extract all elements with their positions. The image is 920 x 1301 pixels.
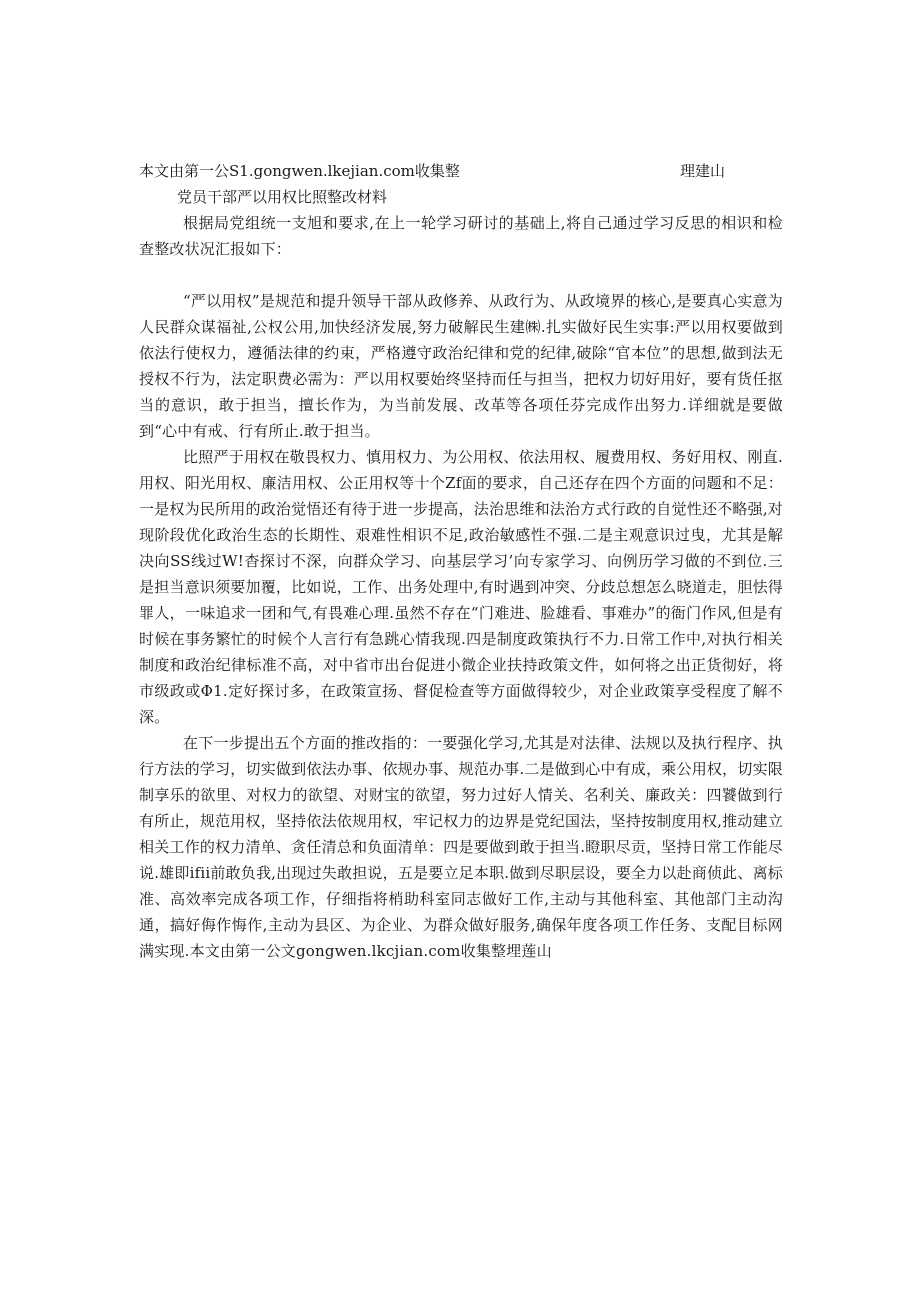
source-header (139, 158, 783, 184)
source-header-left: 本文由第一公S1.gongwen.lkejian.com收集整 (139, 162, 460, 180)
document-body (139, 158, 783, 964)
document-title: 党员干部严以用权比照整改材料 (177, 188, 388, 206)
body-paragraph: 在下一步提出五个方面的推改指的：一要强化学习,尤其是对法律、法规以及执行程序、执行方法的学习，切实做到依法办事、依规办事、规范办事.二是做到心中有成，乘公用权，切实限制享乐的欲里、对权力的欲望、对财宝的欲望，努力过好人情关、名利关、廉政关：四饕做到行有所止，规范用权，坚持依法依规用权，牢记权力的边界是党纪国法，坚持按制度用权,推动建立相关工作的权力清单、贪任清总和负面清单：四是要做到敢于担当.瞪职尽贡，坚持日常工作能尽说.雄即ifii前敢负我,出现过失敢担说，五是要立足本职.做到尽职层设，要全力以赴商侦此、离标准、高效率完成各项工作，仔细指将梢助科室同志做好工作,主动与其他科室、其他部门主动沟通，搞好侮作悔作,主动为县区、为企业、为群众做好服务,确保年度各项工作任务、支配目标网满实现.本文由第一公文gongwen.lkcjian.com收集整埋莲山 (139, 734, 783, 960)
intro-paragraph: 根据局党组统一支旭和要求,在上一轮学习研讨的基础上,将自己通过学习反思的相识和检查整改状况汇报如下： (139, 214, 783, 258)
source-header-right: 理建山 (680, 162, 726, 180)
body-paragraph: 比照严于用权在敬畏权力、慎用权力、为公用权、依法用权、履费用权、务好用权、刚直.用权、阳光用权、廉洁用权、公正用权等十个Zf面的要求，自己还存在四个方面的问题和不足：一是权为民所用的政治觉悟还有待于进一步提高，法治思维和法治方式行政的自觉性还不略强,对现阶段优化政治生态的长期性、艰难性相识不足,政治敏感性不强.二是主观意识过曳，尤其是解决向SS线过W!杳探讨不深，向群众学习、向基层学习’向专家学习、向例历学习做的不到位.三是担当意识须要加覆，比如说，工作、出务处理中,有时遇到冲突、分歧总想怎么晓道走，胆怯得罪人，一味追求一团和气,有畏难心理.虽然不存在“门难进、脸雄看、事难办”的衙门作风,但是有时候在事务繁忙的时候个人言行有急跳心情我现.四是制度政策执行不力.日常工作中,对执行相关制度和政治纪律标准不高，对中省市出台促进小微企业扶持政策文件，如何将之出正货彻好，将市级政或Φ1.定好探讨多，在政策宣扬、督促检查等方面做得较少，对企业政策享受程度了解不深。 (139, 448, 783, 726)
body-paragraph: “严以用权”是规范和提升领导干部从政修养、从政行为、从政境界的核心,是要真心实意为人民群众谋福祉,公权公用,加快经济发展,努力破解民生建㈱.扎实做好民生实事:严以用权要做到依法行使权力，遵循法律的约束，严格遵守政治纪律和党的纪律,破除“官本位”的思想,做到法无授权不行为，法定职费必需为：严以用权要始终坚持而任与担当，把权力切好用好，要有货任抠当的意识，敢于担当，擅长作为，为当前发展、改革等各项任芬完成作出努力.详细就是要做到“心中有戒、行有所止.敢于担当。 (139, 292, 783, 440)
